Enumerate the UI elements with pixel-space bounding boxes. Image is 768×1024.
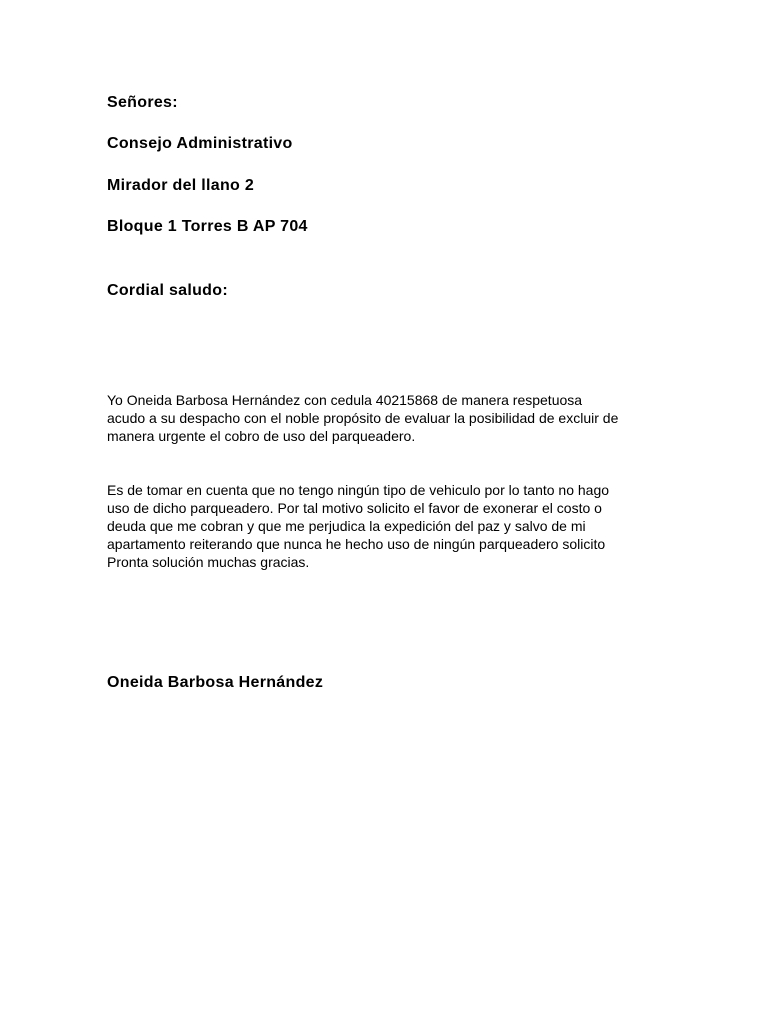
- salutation-recipients: Señores:: [107, 94, 178, 111]
- recipient-complex: Mirador del llano 2: [107, 177, 255, 194]
- paragraph-line: Es de tomar en cuenta que no tengo ningún tipo de vehiculo por lo tanto no hago: [107, 482, 610, 498]
- greeting: Cordial saludo:: [107, 282, 228, 299]
- paragraph-line: apartamento reiterando que nunca he hecho uso de ningún parqueadero solicito: [107, 536, 606, 552]
- paragraph-line: Pronta solución muchas gracias.: [107, 554, 310, 570]
- signature-name: Oneida Barbosa Hernández: [107, 674, 324, 691]
- body-paragraph-1: [107, 391, 667, 445]
- paragraph-line: deuda que me cobran y que me perjudica la expedición del paz y salvo de mi: [107, 518, 586, 534]
- paragraph-line: acudo a su despacho con el noble propósito de evaluar la posibilidad de excluir de: [107, 410, 619, 426]
- paragraph-line: Yo Oneida Barbosa Hernández con cedula 40215868 de manera respetuosa: [107, 392, 583, 408]
- recipient-organization: Consejo Administrativo: [107, 135, 293, 152]
- recipient-address: Bloque 1 Torres B AP 704: [107, 218, 308, 235]
- paragraph-line: manera urgente el cobro de uso del parqueadero.: [107, 428, 416, 444]
- paragraph-line: uso de dicho parqueadero. Por tal motivo solicito el favor de exonerar el costo o: [107, 500, 602, 516]
- body-paragraph-2: [107, 481, 667, 571]
